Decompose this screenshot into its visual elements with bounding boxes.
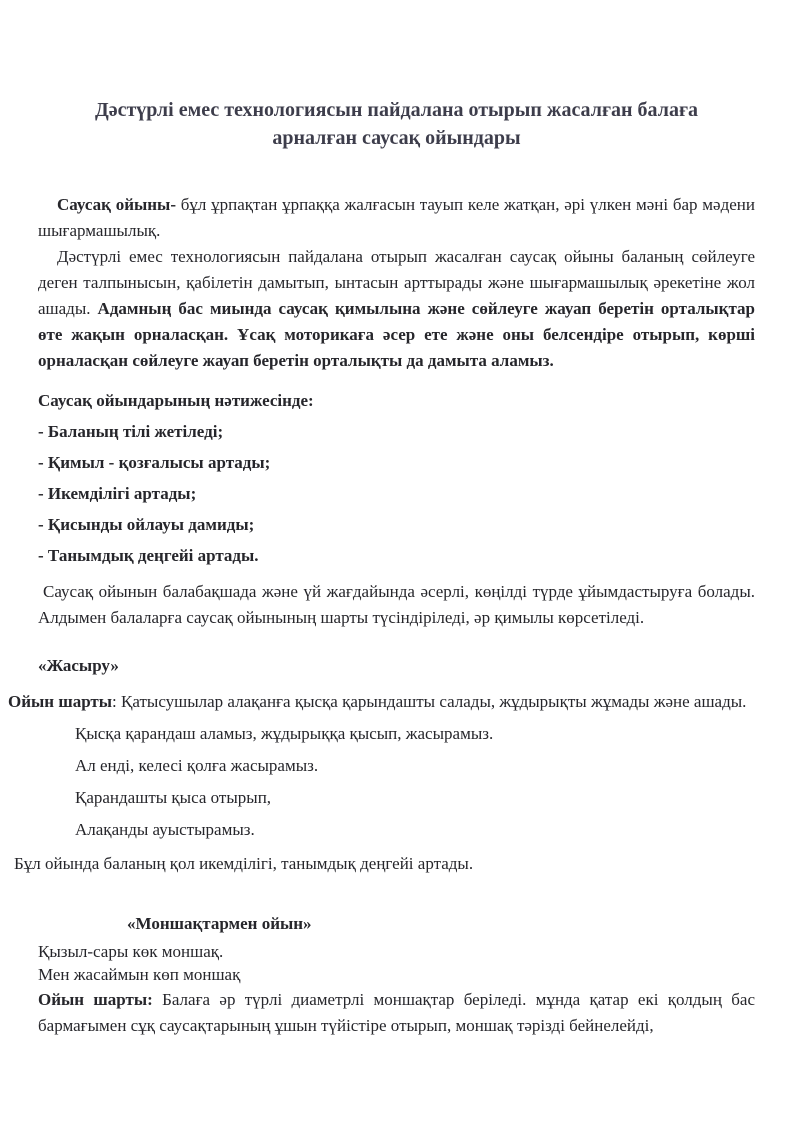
game1-rule-label: Ойын шарты <box>8 692 113 711</box>
game1-heading: «Жасыру» <box>38 656 119 675</box>
intro-lead-bold: Саусақ ойыны- <box>57 195 176 214</box>
result-item: - Баланың тілі жетіледі; <box>38 422 224 441</box>
verse-line: Қарандашты қыса отырып, <box>75 788 272 807</box>
verse-line: Қысқа қарандаш аламыз, жұдырыққа қысып, жасырамыз. <box>75 724 494 743</box>
document-title: Дәстүрлі емес технологиясын пайдалана отырып жасалған балаға арналған саусақ ойындары <box>94 99 699 149</box>
about-bold-run: Адамның бас миында саусақ қимылына және сөйлеуге жауап беретін орталықтар өте жақын орналасқан. Ұсақ моторикаға әсер ете және оны белсендіре отырып, көрші орналасқан сөйлеуге жауап беретін орталықты да дамыта аламыз. <box>38 299 755 370</box>
intro-paragraph <box>38 192 755 244</box>
verse-line: Ал енді, келесі қолға жасырамыз. <box>75 756 319 775</box>
result-item: - Қимыл - қозғалысы артады; <box>38 453 271 472</box>
game2-rule-label: Ойын шарты: <box>38 990 153 1009</box>
result-item: - Танымдық деңгейі артады. <box>38 546 259 565</box>
verse-line: Алақанды ауыстырамыз. <box>75 820 255 839</box>
verse-line: Қызыл-сары көк моншақ. <box>38 942 224 961</box>
game2-rule-text: Балаға әр түрлі диаметрлі моншақтар беріледі. мұнда қатар екі қолдың бас бармағымен сұқ саусақтарының ұшын түйістіре отырып, моншақ тәрізді бейнелейді, <box>38 990 755 1035</box>
game1-rule-text: : Қатысушылар алақанға қысқа қарындашты салады, жұдырықты жұмады және ашады. <box>112 692 747 711</box>
game1-rule-paragraph <box>1 689 755 715</box>
game2-heading: «Моншақтармен ойын» <box>127 914 312 933</box>
organize-paragraph: Саусақ ойынын балабақшада және үй жағдайында әсерлі, көңілді түрде ұйымдастыруға болады. Алдымен балаларға саусақ ойынының шарты түсіндіріледі, әр қимылы көрсетіледі. <box>38 582 755 627</box>
intro-lead-rest: бұл ұрпақтан ұрпаққа жалғасын тауып келе жатқан, әрі үлкен мәні бар мәдени шығармашылық. <box>38 195 755 240</box>
about-paragraph <box>38 244 755 374</box>
result-item: - Икемділігі артады; <box>38 484 197 503</box>
about-regular-run: Дәстүрлі емес технологиясын пайдалана отырып жасалған саусақ ойыны баланың сөйлеуге деген талпынысын, қабілетін дамытып, ынтасын арттырады және шығармашылық әрекетіне жол ашады. <box>38 247 755 318</box>
verse-line: Мен жасаймын көп моншақ <box>38 965 241 984</box>
result-item: - Қисынды ойлауы дамиды; <box>38 515 255 534</box>
game2-rule-paragraph <box>38 987 755 1039</box>
results-heading: Саусақ ойындарының нәтижесінде: <box>38 391 314 410</box>
game1-conclusion: Бұл ойында баланың қол икемділігі, танымдық деңгейі артады. <box>14 854 474 873</box>
